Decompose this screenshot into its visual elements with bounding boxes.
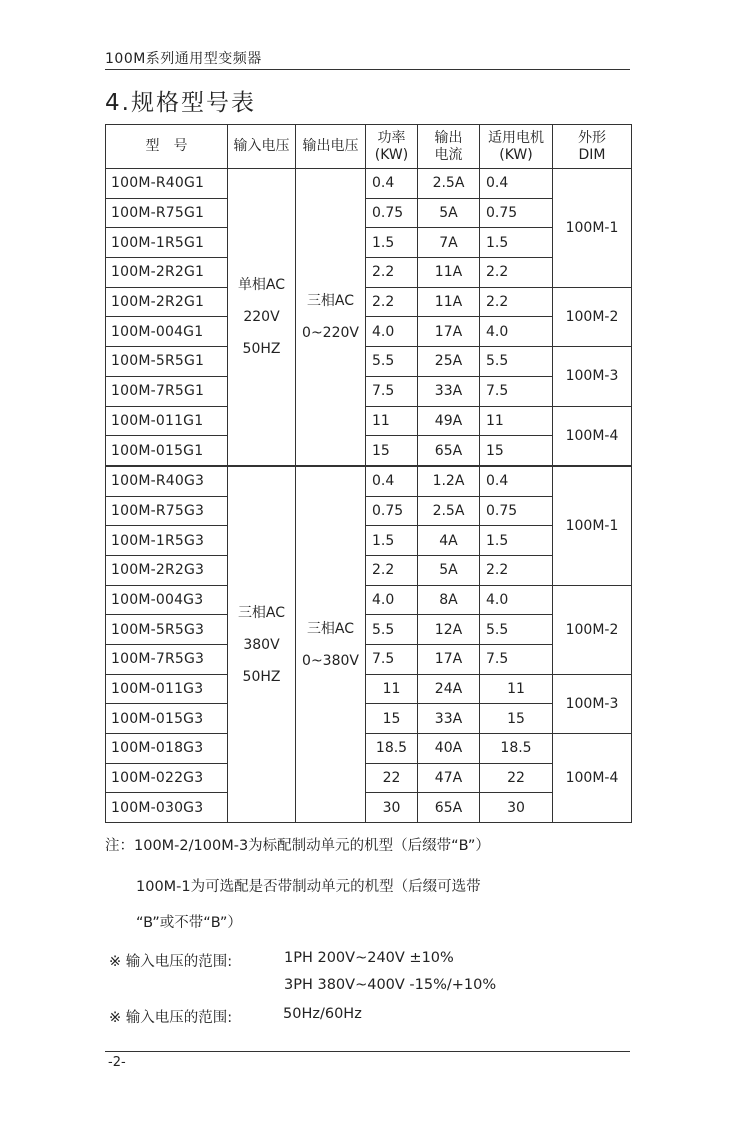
- current-cell: 11A: [418, 287, 480, 317]
- footer-rule: [105, 1051, 630, 1052]
- model-cell: 100M-2R2G1: [106, 287, 228, 317]
- motor-cell: 4.0: [480, 585, 553, 615]
- model-cell: 100M-015G3: [106, 704, 228, 734]
- input-voltage-cell: 单相AC 220V 50HZ: [228, 169, 296, 466]
- power-cell: 1.5: [366, 228, 418, 258]
- power-cell: 7.5: [366, 376, 418, 406]
- note-braking-optional: 100M-1为可选配是否带制动单元的机型（后缀可选带: [136, 879, 481, 895]
- current-cell: 33A: [418, 376, 480, 406]
- motor-cell: 0.4: [480, 466, 553, 496]
- current-cell: 7A: [418, 228, 480, 258]
- model-cell: 100M-030G3: [106, 793, 228, 823]
- table-row: [106, 585, 632, 615]
- note-input-voltage-1ph: 1PH 200V~240V ±10%: [284, 950, 454, 966]
- motor-cell: 1.5: [480, 526, 553, 556]
- model-cell: 100M-7R5G3: [106, 645, 228, 675]
- motor-cell: 5.5: [480, 615, 553, 645]
- note-input-voltage-3ph: 3PH 380V~400V -15%/+10%: [284, 977, 497, 993]
- power-cell: 1.5: [366, 526, 418, 556]
- motor-cell: 1.5: [480, 228, 553, 258]
- dim-cell: 100M-2: [553, 585, 632, 674]
- model-cell: 100M-1R5G3: [106, 526, 228, 556]
- header-power: 功率 (KW): [366, 125, 418, 169]
- motor-cell: 7.5: [480, 645, 553, 675]
- power-cell: 22: [366, 763, 418, 793]
- motor-cell: 11: [480, 406, 553, 436]
- output-voltage-cell: 三相AC 0~220V: [296, 169, 366, 466]
- page-number: -2-: [108, 1055, 126, 1070]
- motor-cell: 15: [480, 704, 553, 734]
- note-input-frequency-label: ※ 输入电压的范围:: [109, 1010, 233, 1026]
- current-cell: 8A: [418, 585, 480, 615]
- model-cell: 100M-2R2G1: [106, 258, 228, 288]
- table-row: [106, 406, 632, 436]
- note-braking-standard: 注：100M-2/100M-3为标配制动单元的机型（后缀带“B”）: [105, 838, 490, 854]
- dim-cell: 100M-3: [553, 674, 632, 733]
- current-cell: 24A: [418, 674, 480, 704]
- power-cell: 0.4: [366, 169, 418, 199]
- power-cell: 0.75: [366, 198, 418, 228]
- motor-cell: 0.4: [480, 169, 553, 199]
- power-cell: 7.5: [366, 645, 418, 675]
- power-cell: 4.0: [366, 317, 418, 347]
- note-braking-optional-cont: “B”或不带“B”）: [136, 915, 242, 931]
- power-cell: 2.2: [366, 287, 418, 317]
- table-row: [106, 169, 632, 199]
- dim-cell: 100M-3: [553, 347, 632, 406]
- current-cell: 40A: [418, 734, 480, 764]
- table-header-row: [106, 125, 632, 169]
- current-cell: 65A: [418, 436, 480, 466]
- model-cell: 100M-015G1: [106, 436, 228, 466]
- power-cell: 11: [366, 674, 418, 704]
- motor-cell: 0.75: [480, 496, 553, 526]
- model-cell: 100M-R75G1: [106, 198, 228, 228]
- current-cell: 17A: [418, 317, 480, 347]
- motor-cell: 15: [480, 436, 553, 466]
- table-row: [106, 466, 632, 496]
- model-cell: 100M-018G3: [106, 734, 228, 764]
- motor-cell: 30: [480, 793, 553, 823]
- current-cell: 2.5A: [418, 169, 480, 199]
- current-cell: 1.2A: [418, 466, 480, 496]
- power-cell: 5.5: [366, 347, 418, 377]
- motor-cell: 0.75: [480, 198, 553, 228]
- current-cell: 11A: [418, 258, 480, 288]
- power-cell: 0.4: [366, 466, 418, 496]
- note-input-voltage-label: ※ 输入电压的范围:: [109, 954, 233, 970]
- power-cell: 15: [366, 436, 418, 466]
- current-cell: 5A: [418, 555, 480, 585]
- motor-cell: 2.2: [480, 287, 553, 317]
- current-cell: 65A: [418, 793, 480, 823]
- current-cell: 25A: [418, 347, 480, 377]
- header-dim: 外形 DIM: [553, 125, 632, 169]
- header-motor: 适用电机 (KW): [480, 125, 553, 169]
- current-cell: 12A: [418, 615, 480, 645]
- model-cell: 100M-011G3: [106, 674, 228, 704]
- output-voltage-cell: 三相AC 0~380V: [296, 466, 366, 823]
- power-cell: 0.75: [366, 496, 418, 526]
- table-row: [106, 347, 632, 377]
- model-cell: 100M-011G1: [106, 406, 228, 436]
- dim-cell: 100M-1: [553, 169, 632, 288]
- motor-cell: 22: [480, 763, 553, 793]
- header-rule: [105, 69, 630, 70]
- note-input-frequency-value: 50Hz/60Hz: [283, 1006, 362, 1022]
- current-cell: 47A: [418, 763, 480, 793]
- table-row: [106, 287, 632, 317]
- motor-cell: 7.5: [480, 376, 553, 406]
- dim-cell: 100M-2: [553, 287, 632, 346]
- model-cell: 100M-R75G3: [106, 496, 228, 526]
- table-row: [106, 674, 632, 704]
- spec-table: [105, 124, 632, 823]
- model-cell: 100M-7R5G1: [106, 376, 228, 406]
- current-cell: 49A: [418, 406, 480, 436]
- section-title: 4.规格型号表: [105, 90, 256, 116]
- table-row: [106, 734, 632, 764]
- running-header: 100M系列通用型变频器: [105, 51, 262, 67]
- motor-cell: 4.0: [480, 317, 553, 347]
- power-cell: 4.0: [366, 585, 418, 615]
- header-model: 型 号: [106, 125, 228, 169]
- current-cell: 2.5A: [418, 496, 480, 526]
- motor-cell: 5.5: [480, 347, 553, 377]
- model-cell: 100M-5R5G3: [106, 615, 228, 645]
- header-current: 输出 电流: [418, 125, 480, 169]
- power-cell: 15: [366, 704, 418, 734]
- motor-cell: 2.2: [480, 258, 553, 288]
- model-cell: 100M-022G3: [106, 763, 228, 793]
- current-cell: 4A: [418, 526, 480, 556]
- power-cell: 18.5: [366, 734, 418, 764]
- current-cell: 5A: [418, 198, 480, 228]
- model-cell: 100M-004G3: [106, 585, 228, 615]
- current-cell: 33A: [418, 704, 480, 734]
- header-input-voltage: 输入电压: [228, 125, 296, 169]
- dim-cell: 100M-4: [553, 734, 632, 823]
- model-cell: 100M-1R5G1: [106, 228, 228, 258]
- dim-cell: 100M-4: [553, 406, 632, 466]
- power-cell: 30: [366, 793, 418, 823]
- dim-cell: 100M-1: [553, 466, 632, 585]
- header-output-voltage: 输出电压: [296, 125, 366, 169]
- motor-cell: 11: [480, 674, 553, 704]
- model-cell: 100M-R40G1: [106, 169, 228, 199]
- model-cell: 100M-2R2G3: [106, 555, 228, 585]
- model-cell: 100M-5R5G1: [106, 347, 228, 377]
- motor-cell: 2.2: [480, 555, 553, 585]
- current-cell: 17A: [418, 645, 480, 675]
- power-cell: 2.2: [366, 555, 418, 585]
- model-cell: 100M-R40G3: [106, 466, 228, 496]
- motor-cell: 18.5: [480, 734, 553, 764]
- power-cell: 2.2: [366, 258, 418, 288]
- power-cell: 11: [366, 406, 418, 436]
- model-cell: 100M-004G1: [106, 317, 228, 347]
- power-cell: 5.5: [366, 615, 418, 645]
- input-voltage-cell: 三相AC 380V 50HZ: [228, 466, 296, 823]
